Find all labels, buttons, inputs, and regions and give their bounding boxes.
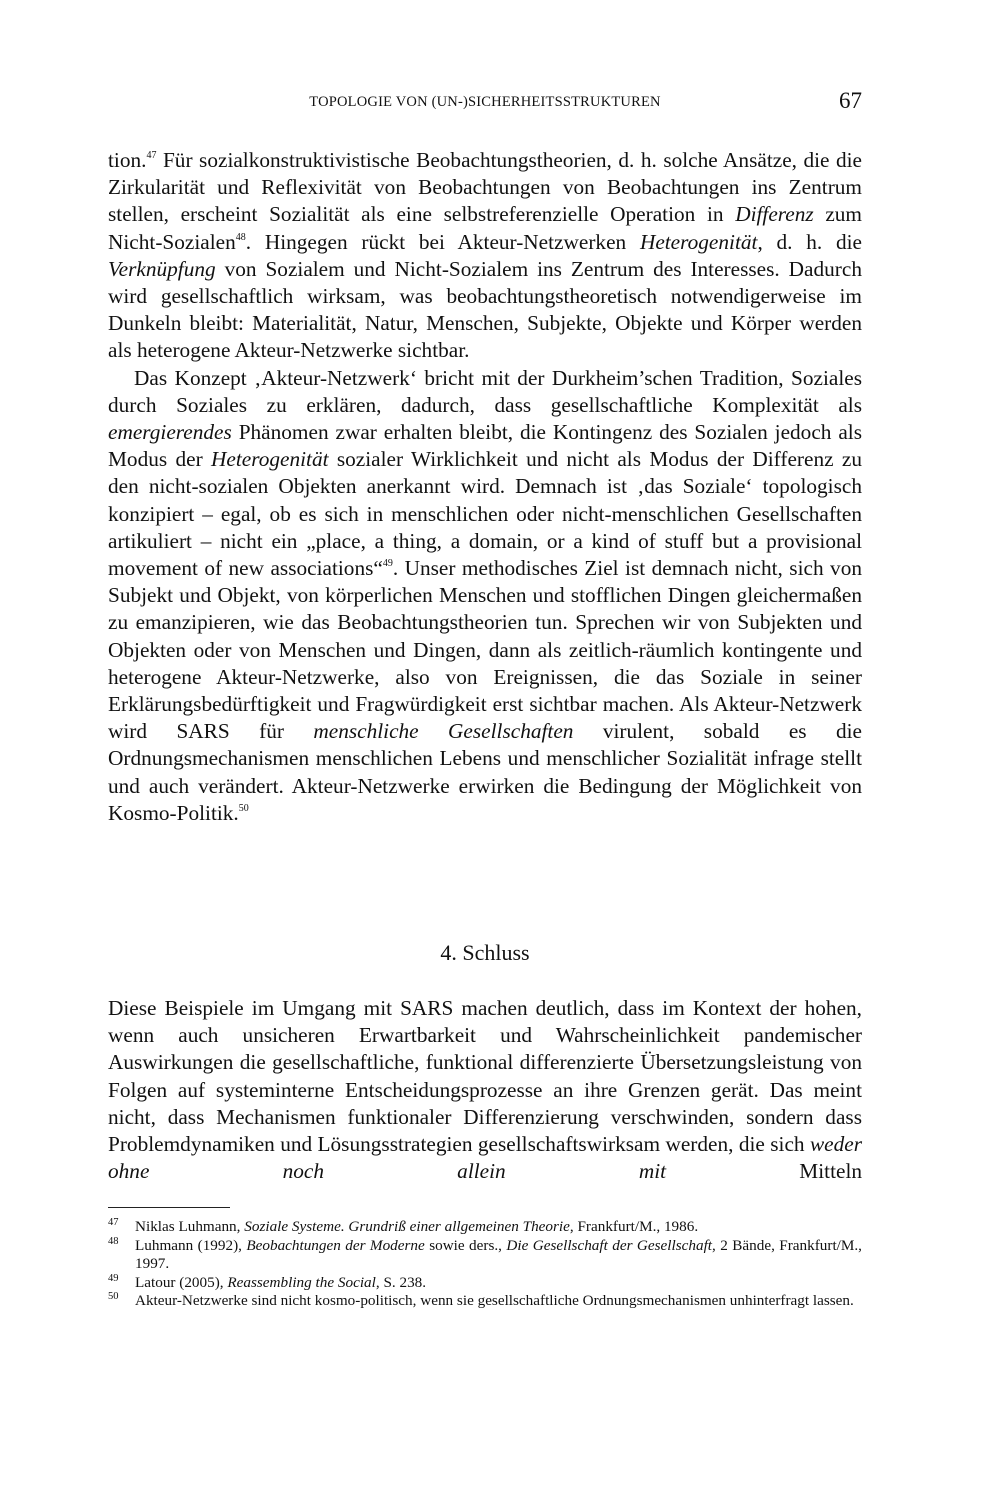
page-number: 67 — [839, 88, 862, 113]
footnote-ref-50: 50 — [238, 802, 249, 814]
paragraph-1: tion.$^{47}$ Für sozialkonstruktivistische Beobachtungstheorien, d. h. solche Ansätze, die die Zirkularität und Reflexivität von Beobachtungen von Beobachtungen ins Zentrum stellen, erscheint Sozialität als eine selbstreferenzielle Operation in Differenz zum Nicht-Sozialen$^{48}$. Hingegen rückt bei Akteur-Netzwerken Heterogenität, d. h. die Verknüpfung von Sozialem und Nicht-Sozialem ins Zentrum des Interesses. Dadurch wird gesellschaftlich wirksam, was beobachtungstheoretisch notwendigerweise im Dunkeln bleibt: Materialität, Natur, Menschen, Subjekte, Objekte und Körper werden als heterogene Akteur-Netzwerke sichtbar. — [108, 148, 862, 363]
footnote-number: 47 — [108, 1217, 119, 1228]
footnote-divider — [108, 1207, 230, 1208]
footnote-ref-49: 49 — [382, 558, 393, 570]
footnote-number: 48 — [108, 1235, 119, 1247]
running-header — [108, 90, 862, 118]
footnotes — [108, 1218, 862, 1311]
section-text — [108, 995, 862, 1185]
footnote-47: 47 Niklas Luhmann, Soziale Systeme. Grundriß einer allgemeinen Theorie, Frankfurt/M., 1986. — [108, 1218, 862, 1237]
footnote-48: 48 Luhmann (1992), Beobachtungen der Moderne sowie ders., Die Gesellschaft der Gesellschaft, 2 Bände, Frankfurt/M., 1997. — [108, 1237, 862, 1274]
footnote-ref-48: 48 — [235, 231, 246, 243]
section-heading: 4. Schluss — [440, 940, 530, 965]
footnote-49: 49 Latour (2005), Reassembling the Social, S. 238. — [108, 1274, 862, 1293]
body-text — [108, 147, 862, 827]
running-title: TOPOLOGIE VON (UN-)SICHERHEITSSTRUKTUREN — [309, 94, 661, 110]
footnote-50: 50 Akteur-Netzwerke sind nicht kosmo-politisch, wenn sie gesellschaftliche Ordnungsmechanismen unhinterfragt lassen. — [108, 1292, 862, 1311]
footnote-number: 49 — [108, 1272, 119, 1284]
paragraph-2: Das Konzept ‚Akteur-Netzwerk‘ bricht mit der Durkheim’schen Tradition, Soziales durch Soziales zu erklären, dadurch, dass gesellschaftliche Komplexität als emergierendes Phänomen zwar erhalten bleibt, die Kontingenz des Sozialen jedoch als Modus der Heterogenität sozialer Wirklichkeit und nicht als Modus der Differenz zu den nicht-sozialen Objekten anerkannt wird. Demnach ist ‚das Soziale‘ topologisch konzipiert – egal, ob es sich in menschlichen oder nicht-menschlichen Gesellschaften artikuliert – nicht ein „place, a thing, a domain, or a kind of stuff but a provisional movement of new associations“$^{49}$. Unser methodisches Ziel ist demnach nicht, sich von Subjekt und Objekt, von körperlichen Menschen und stofflichen Dingen gleichermaßen zu emanzipieren, wie das Beobachtungstheorien tun. Sprechen wir von Subjekten und Objekten oder von Menschen und Dingen, dann als zeitlich-räumlich kontingente und heterogene Akteur-Netzwerke, also von Ereignissen, die das Soziale in seiner Erklärungsbedürftigkeit und Fragwürdigkeit erst sichtbar machen. Als Akteur-Netzwerk wird SARS für menschliche Gesellschaften virulent, sobald es die Ordnungsmechanismen menschlichen Lebens und menschlicher Sozialität infrage stellt und auch verändert. Akteur-Netzwerke erwirken die Bedingung der Möglichkeit von Kosmo-Politik.$^{50}$ — [108, 365, 862, 825]
paragraph-3: Diese Beispiele im Umgang mit SARS machen deutlich, dass im Kontext der hohen, wenn auch unsicheren Erwartbarkeit und Wahrscheinlichkeit pandemischer Auswirkungen die gesellschaftliche, funktional differenzierte Übersetzungsleistung von Folgen auf systeminterne Entscheidungsprozesse an ihre Grenzen gerät. Das meint nicht, dass Mechanismen funktionaler Differenzierung verschwinden, sondern dass Problemdynamiken und Lösungsstrategien gesellschaftswirksam werden, die sich weder ohne noch allein mit Mitteln — [108, 996, 863, 1184]
footnote-ref-47: 47 — [146, 150, 157, 161]
footnote-number: 50 — [108, 1291, 119, 1303]
